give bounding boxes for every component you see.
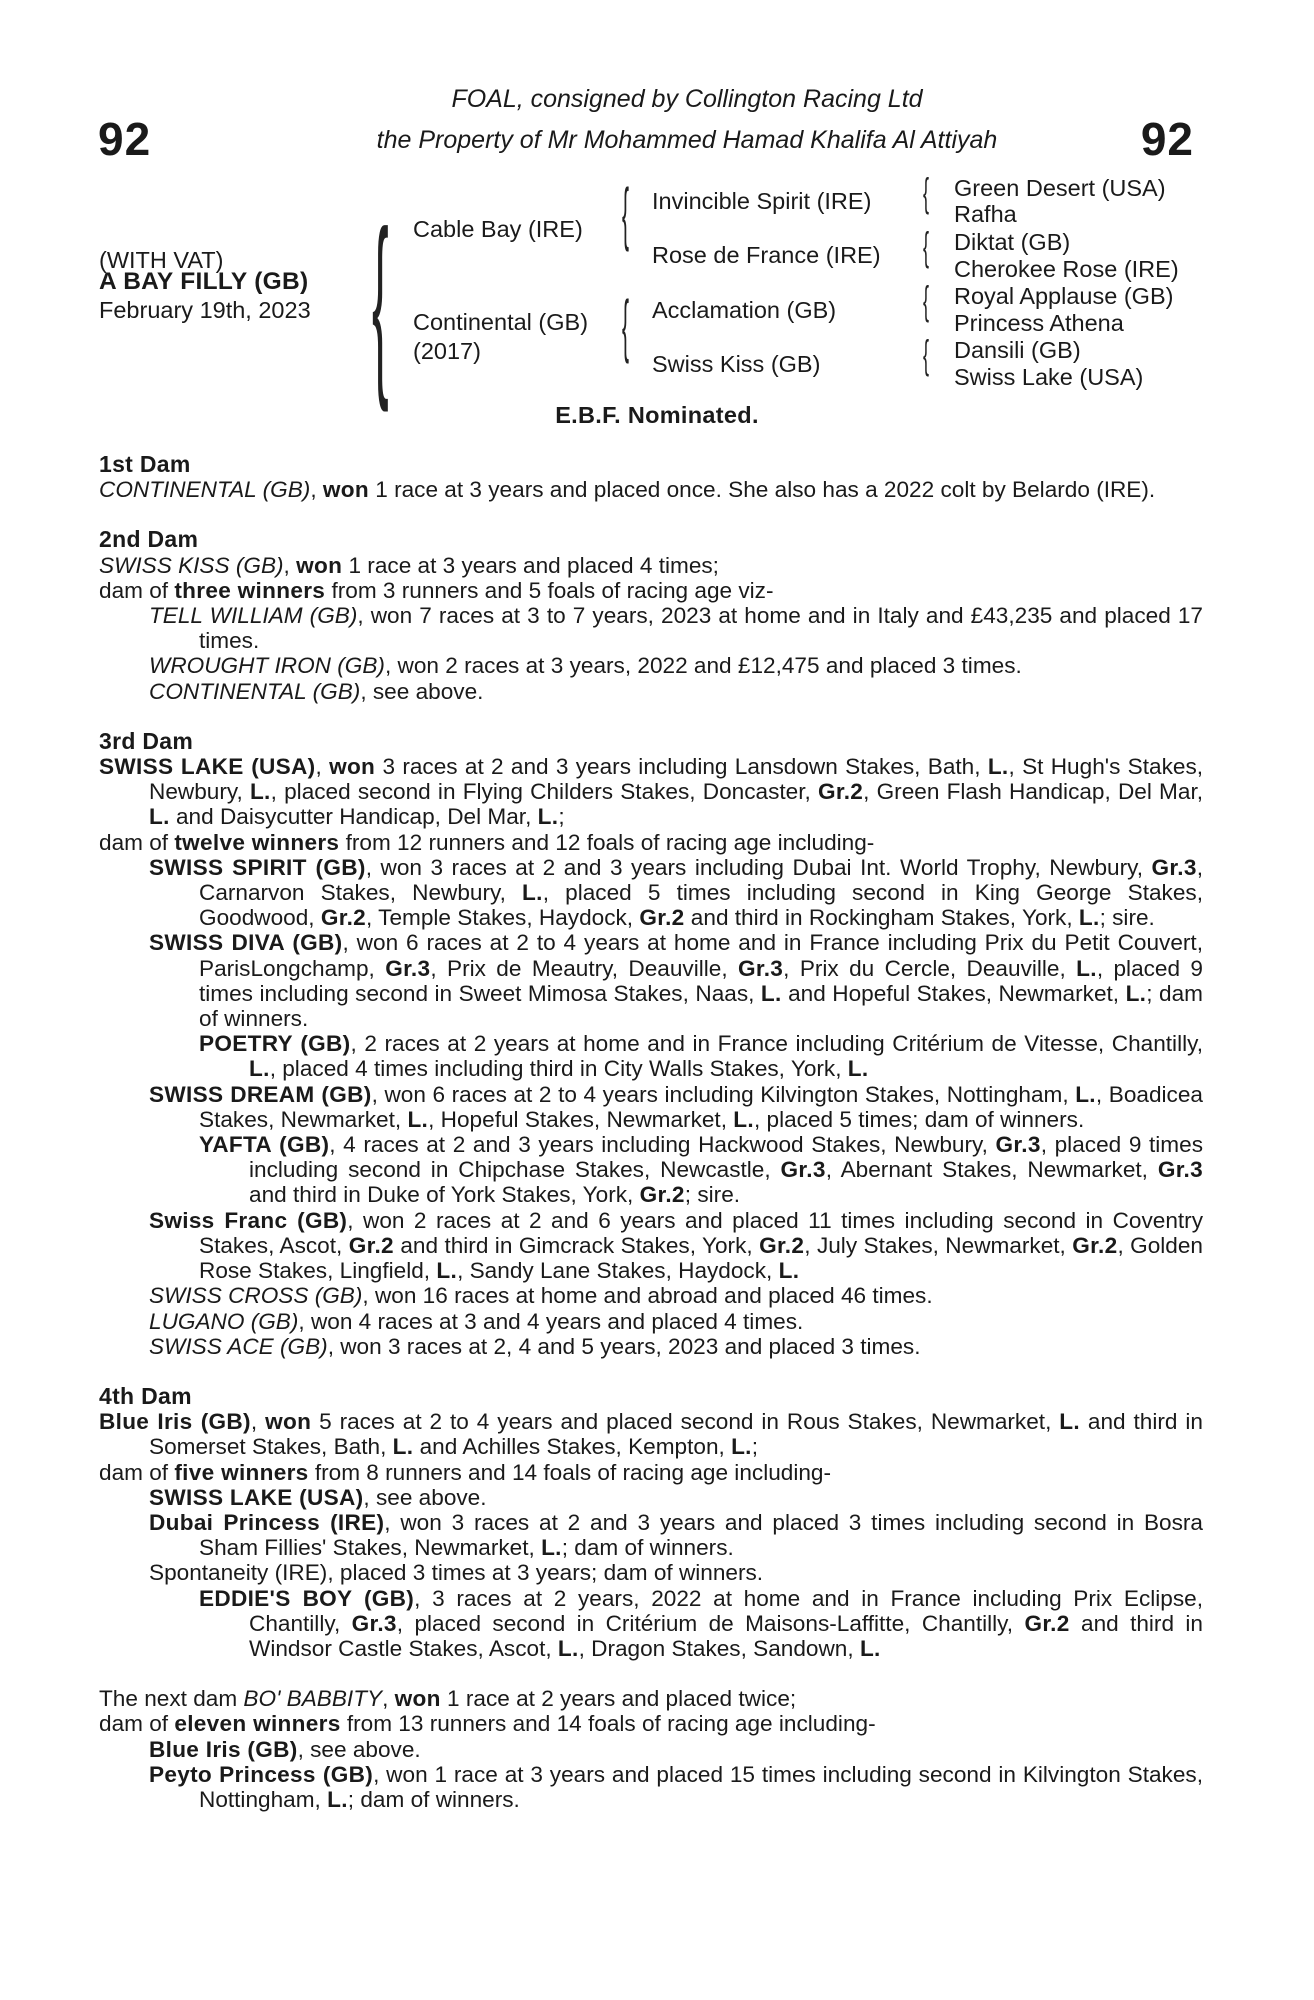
produce-summary: dam of eleven winners from 13 runners and 14 foals of racing age including- — [99, 1711, 876, 1737]
produce-entry: Spontaneity (IRE), placed 3 times at 3 years; dam of winners. — [149, 1560, 764, 1586]
dam-entry: SWISS LAKE (USA), won 3 races at 2 and 3 years including Lansdown Stakes, Bath, L., St Hugh's Stakes, Newbury, L., placed second in Flying Childers Stakes, Doncaster, Gr.2, Green Flash Handicap, Del Mar, L. and Daisycutter Handicap, Del Mar, L.; — [99, 754, 1204, 830]
produce-entry: TELL WILLIAM (GB), won 7 races at 3 to 7 years, 2023 at home and in Italy and £43,235 and placed 17 times. — [149, 603, 1203, 654]
produce-entry: EDDIE'S BOY (GB), 3 races at 2 years, 2022 at home and in France including Prix Eclipse, Chantilly, Gr.3, placed second in Critérium de Maisons-Laffitte, Chantilly, Gr.2 and third in Windsor Castle Stakes, Ascot, L., Dragon Stakes, Sandown, L. — [199, 1585, 1203, 1661]
produce-entry: WROUGHT IRON (GB), won 2 races at 3 years, 2022 and £12,475 and placed 3 times. — [149, 653, 1022, 679]
foaling-date: February 19th, 2023 — [99, 297, 311, 323]
produce-entry: SWISS LAKE (USA), see above. — [149, 1484, 487, 1510]
second-dam-heading: 2nd Dam — [99, 526, 199, 553]
third-dam-heading: 3rd Dam — [99, 727, 194, 754]
sire-dam: Rose de France (IRE) — [652, 242, 881, 268]
produce-summary: dam of five winners from 8 runners and 14 foals of racing age including- — [99, 1459, 832, 1485]
gen3-ancestor: Princess Athena — [954, 310, 1124, 336]
dam-entry: Blue Iris (GB), won 5 races at 2 to 4 years and placed second in Rous Stakes, Newmarket, L. and third in Somerset Stakes, Bath, L. and Achilles Stakes, Kempton, L.; — [99, 1409, 1203, 1460]
produce-entry: SWISS CROSS (GB), won 16 races at home and abroad and placed 46 times. — [149, 1283, 933, 1309]
brace-g3-2: { — [923, 225, 930, 269]
brace-dam: { — [622, 286, 630, 364]
produce-entry: SWISS ACE (GB), won 3 races at 2, 4 and 5 years, 2023 and placed 3 times. — [149, 1333, 921, 1359]
produce-entry: CONTINENTAL (GB), see above. — [149, 678, 484, 704]
gen3-ancestor: Swiss Lake (USA) — [954, 364, 1144, 390]
dam-year: (2017) — [413, 338, 481, 364]
dam: Continental (GB) — [413, 309, 589, 335]
brace-g3-1: { — [923, 171, 930, 215]
ebf-nomination: E.B.F. Nominated. — [555, 402, 759, 428]
dam-entry: SWISS KISS (GB), won 1 race at 3 years and placed 4 times; — [99, 552, 719, 578]
produce-entry: LUGANO (GB), won 4 races at 3 and 4 years and placed 4 times. — [149, 1308, 804, 1334]
produce-entry: SWISS DIVA (GB), won 6 races at 2 to 4 years at home and in France including Prix du Petit Couvert, ParisLongchamp, Gr.3, Prix de Meautry, Deauville, Gr.3, Prix du Cercle, Deauville, L., placed 9 times including second in Sweet Mimosa Stakes, Naas, L. and Hopeful Stakes, Newmarket, L.; dam of winners. — [149, 930, 1203, 1032]
dam-sire: Acclamation (GB) — [652, 297, 837, 323]
brace-g3-3: { — [923, 279, 930, 323]
produce-entry: Dubai Princess (IRE), won 3 races at 2 and 3 years and placed 3 times including second in Bosra Sham Fillies' Stakes, Newmarket, L.; dam of winners. — [149, 1509, 1203, 1561]
next-dam-entry: The next dam BO' BABBITY, won 1 race at 2 years and placed twice; — [99, 1686, 797, 1712]
vat-note: (WITH VAT) — [99, 247, 224, 273]
produce-summary: dam of three winners from 3 runners and 5 foals of racing age viz- — [99, 577, 774, 603]
sire-sire: Invincible Spirit (IRE) — [652, 188, 872, 214]
lot-number-left: 92 — [98, 113, 152, 165]
produce-summary: dam of twelve winners from 12 runners and 12 foals of racing age including- — [99, 829, 875, 855]
gen3-ancestor: Dansili (GB) — [954, 337, 1081, 363]
produce-entry: Swiss Franc (GB), won 2 races at 2 and 6 years and placed 11 times including second in Coventry Stakes, Ascot, Gr.2 and third in Gimcrack Stakes, York, Gr.2, July Stakes, Newmarket, Gr.2, Golden Rose Stakes, Lingfield, L., Sandy Lane Stakes, Haydock, L. — [149, 1207, 1203, 1284]
gen3-ancestor: Green Desert (USA) — [954, 175, 1166, 201]
gen3-ancestor: Diktat (GB) — [954, 229, 1071, 255]
catalogue-page-body — [99, 452, 1203, 1812]
brace-main: { — [372, 190, 389, 413]
sire: Cable Bay (IRE) — [413, 216, 583, 242]
produce-entry: Blue Iris (GB), see above. — [149, 1736, 421, 1762]
gen3-ancestor: Rafha — [954, 201, 1017, 227]
dam-entry: CONTINENTAL (GB), won 1 race at 3 years and placed once. She also has a 2022 colt by Belardo (IRE). — [99, 477, 1156, 503]
produce-entry: SWISS SPIRIT (GB), won 3 races at 2 and 3 years including Dubai Int. World Trophy, Newbury, Gr.3, Carnarvon Stakes, Newbury, L., placed 5 times including second in King George Stakes, Goodwood, Gr.2, Temple Stakes, Haydock, Gr.2 and third in Rockingham Stakes, York, L.; sire. — [149, 854, 1203, 931]
produce-entry: Peyto Princess (GB), won 1 race at 3 years and placed 15 times including second in Kilvington Stakes, Nottingham, L.; dam of winners. — [149, 1761, 1203, 1812]
produce-entry: POETRY (GB), 2 races at 2 years at home and in France including Critérium de Vitesse, Chantilly, L., placed 4 times including third in City Walls Stakes, York, L. — [199, 1031, 1204, 1082]
produce-entry: YAFTA (GB), 4 races at 2 and 3 years including Hackwood Stakes, Newbury, Gr.3, placed 9 times including second in Chipchase Stakes, Newcastle, Gr.3, Abernant Stakes, Newmarket, Gr.3 and third in Duke of York Stakes, York, Gr.2; sire. — [199, 1132, 1203, 1208]
gen3-ancestor: Cherokee Rose (IRE) — [954, 256, 1179, 282]
dam-dam: Swiss Kiss (GB) — [652, 351, 821, 377]
property-line: the Property of Mr Mohammed Hamad Khalifa Al Attiyah — [376, 126, 998, 154]
fourth-dam-heading: 4th Dam — [99, 1382, 192, 1409]
brace-sire: { — [622, 174, 630, 252]
produce-entry: SWISS DREAM (GB), won 6 races at 2 to 4 years including Kilvington Stakes, Nottingham, L., Boadicea Stakes, Newmarket, L., Hopeful Stakes, Newmarket, L., placed 5 times; dam of winners. — [149, 1081, 1203, 1132]
consignor-line: FOAL, consigned by Collington Racing Ltd — [451, 85, 923, 113]
first-dam-heading: 1st Dam — [99, 451, 191, 477]
lot-number-right: 92 — [1140, 113, 1194, 165]
brace-g3-4: { — [923, 333, 930, 377]
gen3-ancestor: Royal Applause (GB) — [954, 283, 1174, 309]
subject-name: A BAY FILLY (GB) — [99, 268, 309, 295]
